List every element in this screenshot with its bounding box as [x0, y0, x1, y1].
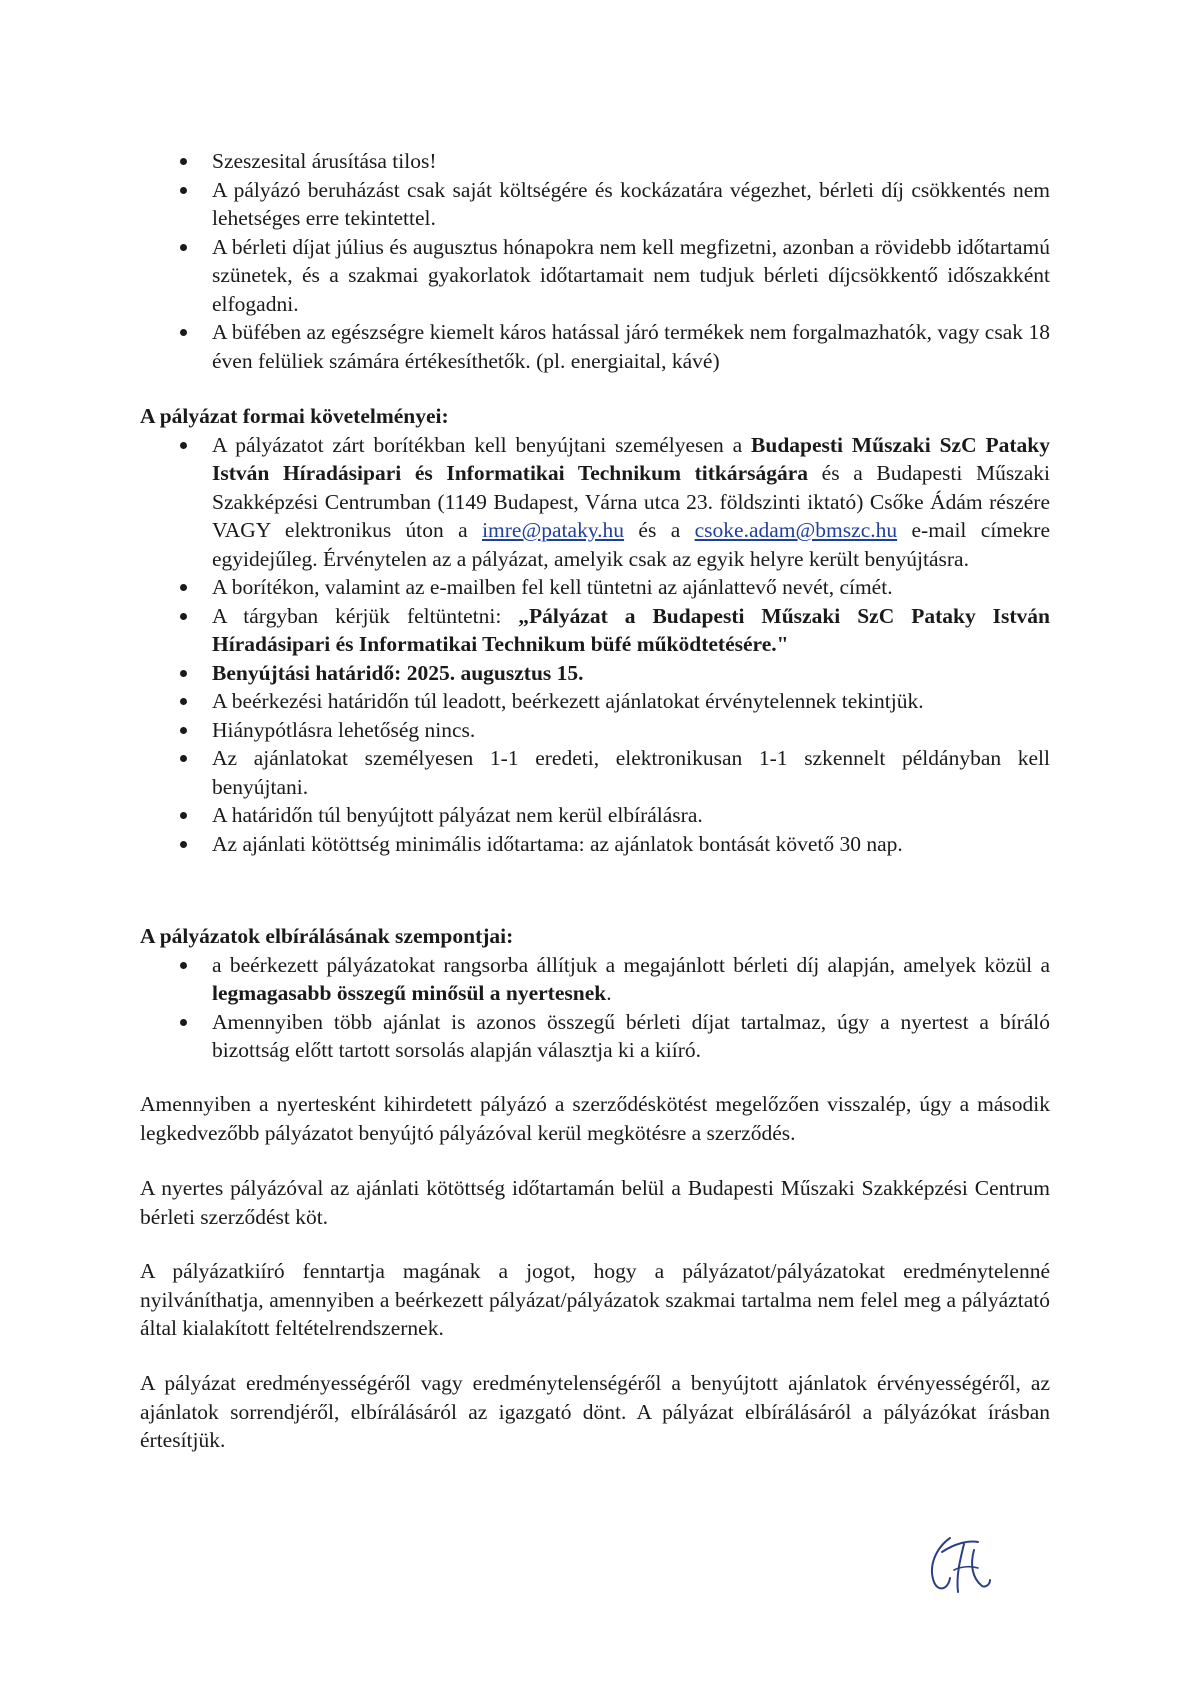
criteria-bullet-list [140, 951, 1050, 1065]
list-item: Az ajánlatokat személyesen 1-1 eredeti, elektronikusan 1-1 szkennelt példányban kell benyújtani. [140, 744, 1050, 801]
formal-requirements-section [140, 402, 1050, 858]
text: a beérkezett pályázatokat rangsorba állítjuk a megajánlott bérleti díj alapján, amelyek közül a [212, 952, 1050, 977]
paragraph-withdrawal: Amennyiben a nyertesként kihirdetett pályázó a szerződéskötést megelőzően visszalép, úgy a második legkedvezőbb pályázatot benyújtó pályázóval kerül megkötésre a szerződés. [140, 1092, 1050, 1145]
paragraph-rights: A pályázatkiíró fenntartja magának a jogot, hogy a pályázatot/pályázatokat eredménytelenné nyilváníthatja, amennyiben a beérkezett pályázat/pályázatok szakmai tartalma nem felel meg a pályáztató által kialakított feltételrendszernek. [140, 1259, 1050, 1340]
winner-rule-bold: legmagasabb összegű minősül a nyertesnek [212, 981, 607, 1005]
handwritten-signature-icon [920, 1530, 1000, 1602]
text: és a Budapesti Műszaki Szakképzési Centrumban (1149 Budapest, Várna utca 23. földszinti iktató) Csőke Ádám részére VAGY elektronikus úton a [212, 461, 1050, 542]
deadline-bold: Benyújtási határidő: 2025. augusztus 15. [212, 660, 584, 685]
text: és a [624, 518, 695, 542]
list-item [140, 431, 1050, 574]
section-heading-criteria: A pályázatok elbírálásának szempontjai: [140, 924, 514, 948]
evaluation-criteria-section [140, 922, 1050, 1065]
list-item: A büfében az egészségre kiemelt káros hatással járó termékek nem forgalmazhatók, vagy csak 18 éven felüliek számára értékesíthetők. (pl. energiaital, kávé) [140, 318, 1050, 375]
list-item: A pályázó beruházást csak saját költségére és kockázatára végezhet, bérleti díj csökkentés nem lehetséges erre tekintettel. [140, 176, 1050, 233]
list-item [140, 602, 1050, 659]
text: A pályázatot zárt borítékban kell benyújtani személyesen a [212, 432, 752, 457]
email-link-imre[interactable]: imre@pataky.hu [482, 518, 625, 542]
list-item: A borítékon, valamint az e-mailben fel kell tüntetni az ajánlattevő nevét, címét. [140, 573, 1050, 602]
formal-bullet-list [140, 431, 1050, 859]
section-heading-formal: A pályázat formai követelményei: [140, 404, 449, 428]
list-item: Szeszesital árusítása tilos! [140, 147, 1050, 176]
school-name-bold: Budapesti Műszaki SzC Pataky István Híradásipari és Informatikai Technikum titkárságára [212, 432, 1051, 485]
list-item: Az ajánlati kötöttség minimális időtartama: az ajánlatok bontását követő 30 nap. [140, 830, 1050, 859]
text: A tárgyban kérjük feltüntetni: [212, 603, 519, 628]
list-item: Amennyiben több ajánlat is azonos összegű bérleti díjat tartalmaz, úgy a nyertest a bíráló bizottság előtt tartott sorsolás alapján választja ki a kiíró. [140, 1008, 1050, 1065]
list-item: A határidőn túl benyújtott pályázat nem kerül elbírálásra. [140, 801, 1050, 830]
list-item [140, 659, 1050, 688]
email-link-csoke[interactable]: csoke.adam@bmszc.hu [694, 518, 898, 542]
paragraph-decision: A pályázat eredményességéről vagy eredménytelenségéről a benyújtott ajánlatok érvényességéről, az ajánlatok sorrendjéről, elbírálásáról az igazgató dönt. A pályázat elbírálásáról a pályázókat írásban értesítjük. [140, 1371, 1050, 1452]
text: . [606, 981, 612, 1005]
list-item: A bérleti díjat július és augusztus hónapokra nem kell megfizetni, azonban a rövidebb időtartamú szünetek, és a szakmai gyakorlatok időtartamait nem tudjuk bérleti díjcsökkentő időszakként elfogadni. [140, 233, 1050, 319]
list-item [140, 951, 1050, 1008]
paragraph-contract: A nyertes pályázóval az ajánlati kötöttség időtartamán belül a Budapesti Műszaki Szakképzési Centrum bérleti szerződést köt. [140, 1176, 1050, 1229]
list-item: A beérkezési határidőn túl leadott, beérkezett ajánlatokat érvénytelennek tekintjük. [140, 687, 1050, 716]
list-item: Hiánypótlásra lehetőség nincs. [140, 716, 1050, 745]
text: e-mail címekre egyidejűleg. Érvénytelen az a pályázat, amelyik csak az egyik helyre került benyújtásra. [212, 518, 1051, 571]
top-bullet-list [140, 147, 1050, 375]
subject-line-bold: „Pályázat a Budapesti Műszaki SzC Pataky István Híradásipari és Informatikai Technikum büfé működtetésére." [212, 603, 1050, 656]
